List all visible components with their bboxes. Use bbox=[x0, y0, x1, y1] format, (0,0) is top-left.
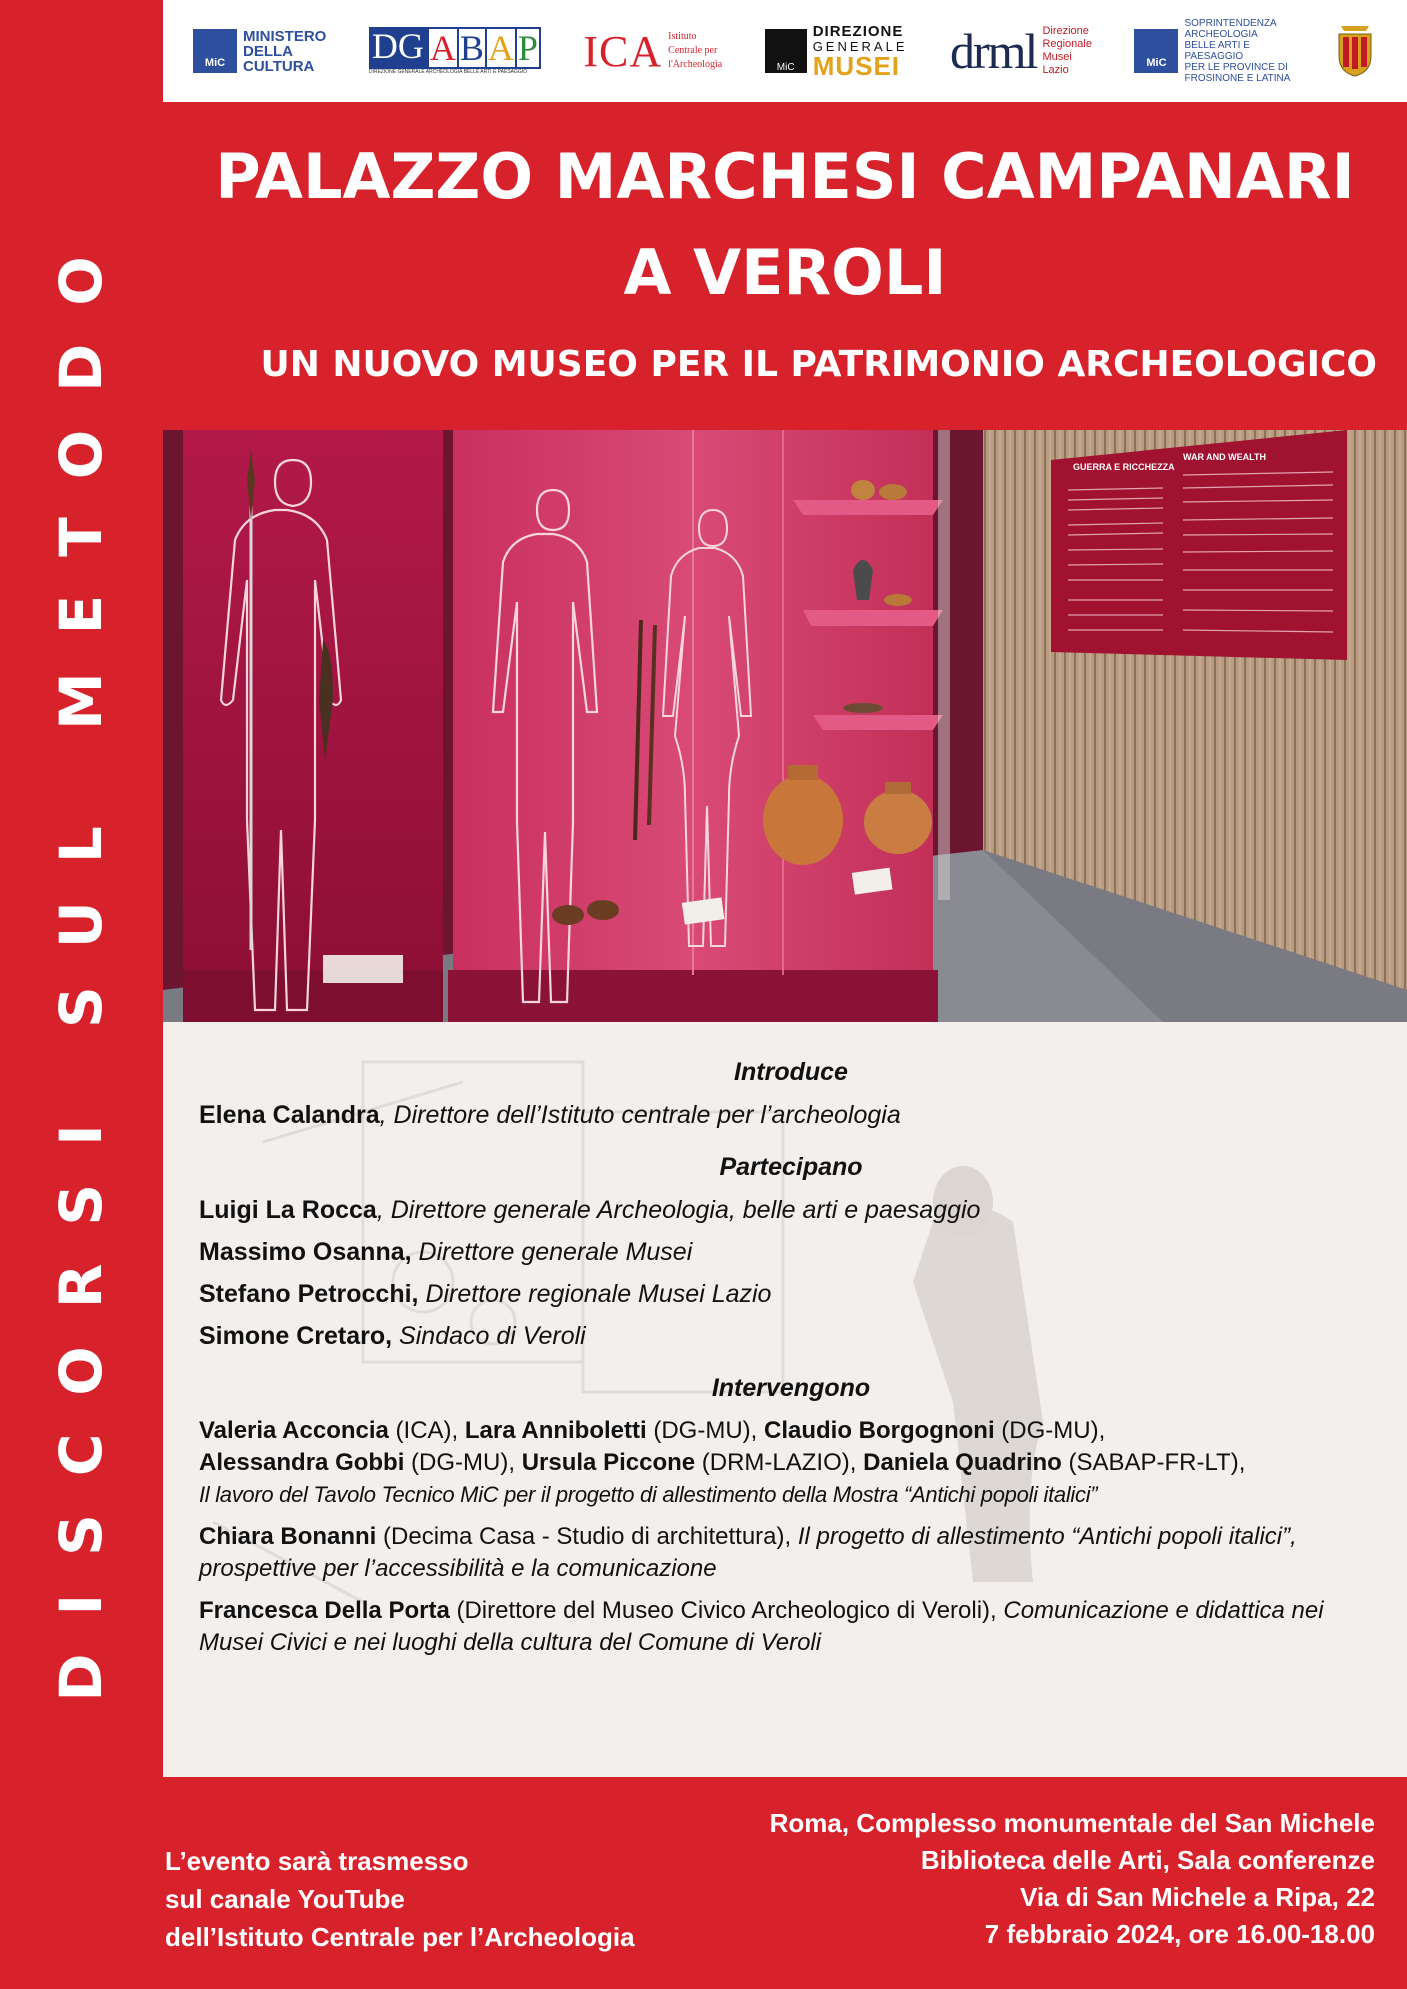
introducer-role: , Direttore dell’Istituto centrale per l’archeologia bbox=[379, 1101, 901, 1129]
speaker-affiliation: (DRM-LAZIO), bbox=[695, 1449, 864, 1476]
speaker-name: Claudio Borgognoni bbox=[763, 1417, 995, 1444]
musei-line2: GENERALE bbox=[812, 39, 908, 54]
speaker-affiliation: (Direttore del Museo Civico Archeologico di Veroli), bbox=[449, 1597, 1004, 1624]
streaming-info bbox=[165, 1842, 635, 1956]
veroli-crest-icon bbox=[1333, 22, 1377, 80]
participant-role: Direttore regionale Musei Lazio bbox=[418, 1280, 772, 1308]
program-content bbox=[199, 1058, 1383, 1669]
sabap-logo-text: SOPRINTENDENZA ARCHEOLOGIA BELLE ARTI E PAESAGGIO PER LE PROVINCE DI FROSINONE E LATINA bbox=[1184, 18, 1291, 84]
subtitle: UN NUOVO MUSEO PER IL PATRIMONIO ARCHEOLOGICO bbox=[260, 344, 1377, 385]
streaming-line: dell’Istituto Centrale per l’Archeologia bbox=[165, 1922, 635, 1952]
drml-mark: drml bbox=[950, 23, 1037, 79]
partecipano-heading: Partecipano bbox=[719, 1153, 863, 1181]
speaker-affiliation: (DG-MU), bbox=[646, 1417, 764, 1444]
venue-line: Via di San Michele a Ripa, 22 bbox=[1020, 1882, 1375, 1912]
talk-topic: Comunicazione e didattica nei Musei Civici e nei luoghi della cultura del Comune di Veroli bbox=[199, 1597, 1324, 1656]
venue-line: Roma, Complesso monumentale del San Michele bbox=[769, 1808, 1375, 1838]
introduce-heading: Introduce bbox=[734, 1058, 848, 1086]
logo-bar bbox=[163, 0, 1407, 102]
drml-logo-text: Direzione Regionale Musei Lazio bbox=[1042, 25, 1092, 76]
musei-line1: DIREZIONE bbox=[812, 23, 904, 40]
venue-info bbox=[770, 1805, 1375, 1953]
speaker-affiliation: (DG-MU), bbox=[994, 1417, 1106, 1444]
dgabap-subtitle: DIREZIONE GENERALE ARCHEOLOGIA BELLE ARTI E PAESAGGIO bbox=[368, 69, 528, 75]
speaker-block-1 bbox=[199, 1415, 1383, 1511]
dgabap-b: B bbox=[459, 27, 487, 69]
mic-logo-text: MINISTERO DELLA CULTURA bbox=[243, 27, 327, 75]
participant-name: Stefano Petrocchi, bbox=[199, 1280, 419, 1308]
dgabap-p: P bbox=[517, 27, 541, 69]
musei-badge-icon: MiC bbox=[765, 29, 807, 73]
mic-logo bbox=[193, 29, 326, 74]
speaker-name: Valeria Acconcia bbox=[199, 1417, 389, 1444]
participant-name: Simone Cretaro, bbox=[199, 1322, 393, 1350]
dgabap-a2: A bbox=[487, 27, 517, 69]
vertical-series-title: DISCORSI SUL METODO bbox=[47, 218, 115, 1702]
drml-logo bbox=[950, 22, 1092, 80]
mic-badge-icon: MiC bbox=[193, 29, 237, 73]
panel-heading-en: WAR AND WEALTH bbox=[1183, 452, 1266, 462]
participant-name: Luigi La Rocca bbox=[199, 1196, 377, 1224]
speaker-affiliation: (DG-MU), bbox=[404, 1449, 522, 1476]
participant-row bbox=[199, 1236, 1383, 1268]
main-title-line1: PALAZZO MARCHESI CAMPANARI bbox=[215, 140, 1355, 213]
sabap-badge-icon: MiC bbox=[1134, 29, 1178, 73]
dgabap-dg: DG bbox=[369, 27, 427, 69]
introduce-line bbox=[199, 1099, 1383, 1131]
introducer-name: Elena Calandra bbox=[199, 1101, 380, 1129]
speaker-affiliation: (Decima Casa - Studio di architettura), bbox=[376, 1523, 798, 1550]
speaker-affiliation: (ICA), bbox=[388, 1417, 465, 1444]
speaker-name: Lara Anniboletti bbox=[464, 1417, 647, 1444]
main-title-line2: A VEROLI bbox=[623, 236, 947, 309]
ica-mark: ICA bbox=[583, 26, 663, 76]
streaming-line: L’evento sarà trasmesso bbox=[165, 1846, 469, 1876]
speaker-name: Daniela Quadrino bbox=[863, 1449, 1062, 1476]
event-date: 7 febbraio 2024, ore 16.00-18.00 bbox=[984, 1919, 1375, 1949]
venue-line: Biblioteca delle Arti, Sala conferenze bbox=[920, 1845, 1375, 1875]
participant-row bbox=[199, 1320, 1383, 1352]
participant-name: Massimo Osanna, bbox=[199, 1238, 412, 1266]
participant-row bbox=[199, 1194, 1383, 1226]
program-section bbox=[163, 1022, 1407, 1777]
dgabap-a1: A bbox=[427, 27, 459, 69]
streaming-line: sul canale YouTube bbox=[165, 1884, 405, 1914]
talk-topic: Il progetto di allestimento “Antichi popoli italici”, prospettive per l’accessibilità e la comunicazione bbox=[199, 1523, 1297, 1582]
museum-exhibit-photo bbox=[163, 430, 1407, 1022]
intervengono-heading: Intervengono bbox=[711, 1374, 871, 1402]
participant-role: Direttore generale Musei bbox=[411, 1238, 693, 1266]
ica-logo-text: Istituto Centrale per l'Archeologia bbox=[668, 31, 723, 70]
sabap-logo bbox=[1134, 18, 1290, 84]
dgabap-logo bbox=[369, 27, 541, 75]
musei-logo bbox=[765, 23, 908, 81]
speaker-affiliation: (SABAP-FR-LT), bbox=[1061, 1449, 1246, 1476]
side-band bbox=[0, 0, 163, 1989]
speaker-name: Alessandra Gobbi bbox=[199, 1449, 405, 1476]
speaker-name: Francesca Della Porta bbox=[199, 1597, 450, 1624]
talk-topic: Il lavoro del Tavolo Tecnico MiC per il progetto di allestimento della Mostra “Antichi popoli italici” bbox=[199, 1482, 1098, 1507]
speaker-name: Chiara Bonanni bbox=[199, 1523, 377, 1550]
participant-role: , Direttore generale Archeologia, belle arti e paesaggio bbox=[376, 1196, 981, 1224]
speaker-name: Ursula Piccone bbox=[521, 1449, 696, 1476]
participant-row bbox=[199, 1278, 1383, 1310]
panel-heading-it: GUERRA E RICCHEZZA bbox=[1073, 462, 1175, 472]
ica-logo bbox=[583, 26, 722, 77]
speaker-block-3 bbox=[199, 1595, 1383, 1659]
participant-role: Sindaco di Veroli bbox=[392, 1322, 586, 1350]
musei-line3: MUSEI bbox=[812, 51, 901, 81]
speaker-block-2 bbox=[199, 1521, 1383, 1585]
